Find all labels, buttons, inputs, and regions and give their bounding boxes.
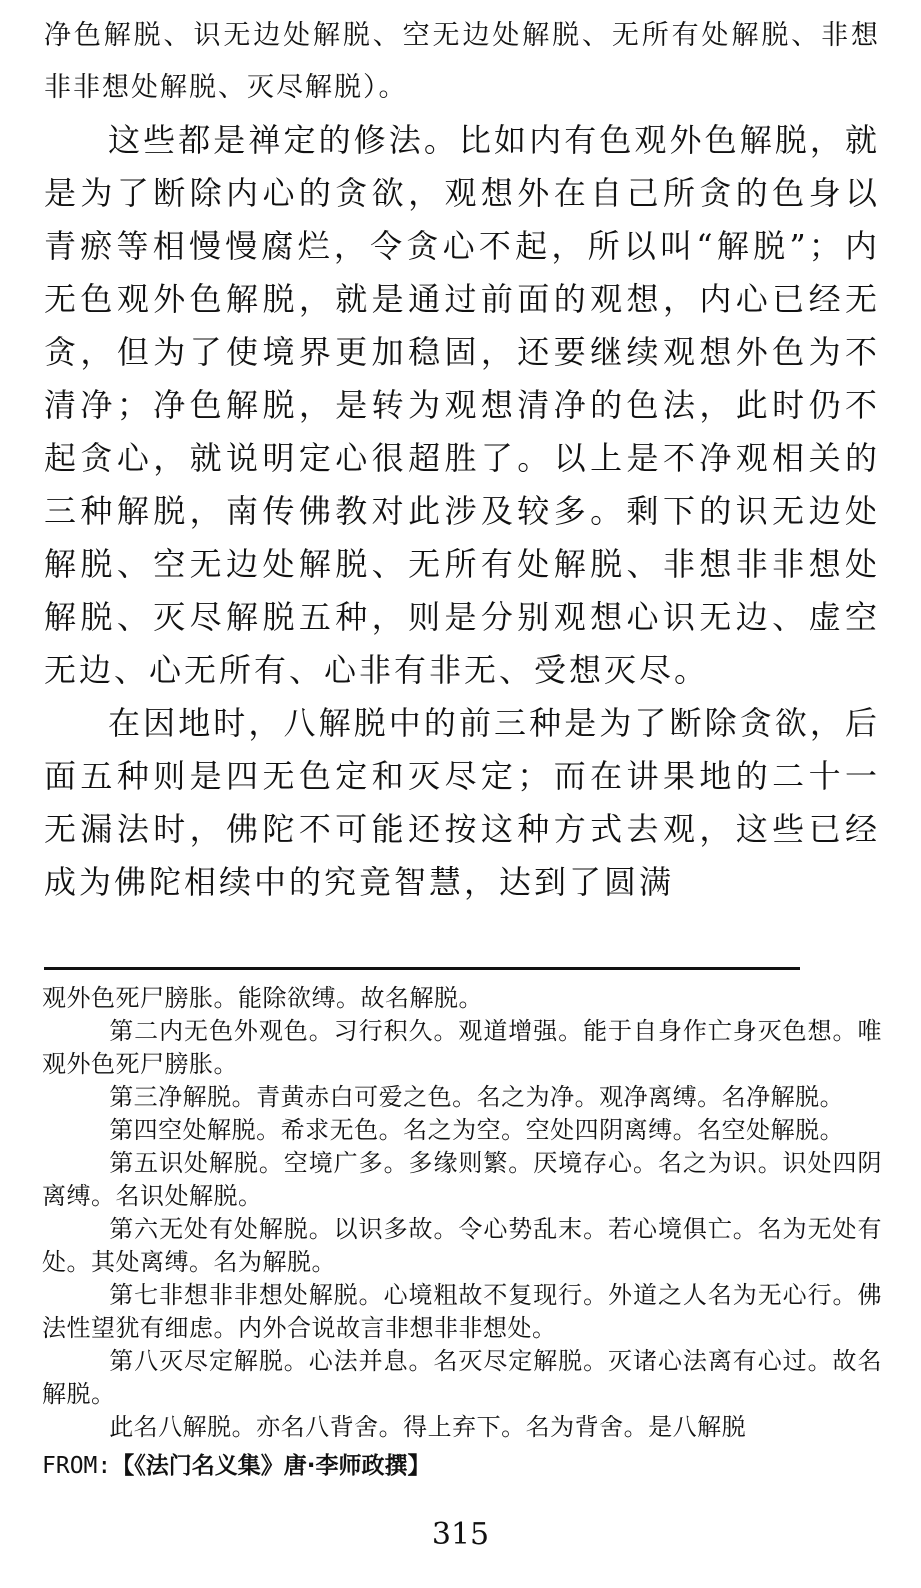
footnote-line: 此名八解脱。亦名八背舍。得上弃下。名为背舍。是八解脱 <box>109 1413 747 1441</box>
source-citation: 【《法门名义集》唐·李师政撰】 <box>111 1453 431 1479</box>
footnote-line: 第五识处解脱。空境广多。多缘则繁。厌境存心。名之为识。识处四阴离缚。名识处解脱。 <box>42 1149 882 1210</box>
footnote-line: 第三净解脱。青黄赤白可爱之色。名之为净。观净离缚。名净解脱。 <box>109 1083 845 1111</box>
footnote-line: 第二内无色外观色。习行积久。观道增强。能于自身作亡身灭色想。唯观外色死尸膀胀。 <box>42 1017 882 1078</box>
footnote-line: 第八灭尽定解脱。心法并息。名灭尽定解脱。灭诸心法离有心过。故名解脱。 <box>42 1347 882 1408</box>
footnote-source <box>42 1450 431 1482</box>
paragraph-continued: 净色解脱、识无边处解脱、空无边处解脱、无所有处解脱、非想非非想处解脱、灭尽解脱）。 <box>44 20 880 103</box>
footnote-divider <box>44 967 800 970</box>
footnote-line: 第六无处有处解脱。以识多故。令心势乱末。若心境俱亡。名为无处有处。其处离缚。名为解脱。 <box>42 1215 882 1276</box>
footnote <box>42 982 882 1444</box>
footnote-line: 第七非想非非想处解脱。心境粗故不复现行。外道之人名为无心行。佛法性望犹有细虑。内外合说故言非想非非想处。 <box>42 1281 882 1342</box>
footnote-line: 第四空处解脱。希求无色。名之为空。空处四阴离缚。名空处解脱。 <box>109 1116 845 1144</box>
from-label: FROM: <box>42 1453 112 1479</box>
paragraph: 在因地时，八解脱中的前三种是为了断除贪欲，后面五种则是四无色定和灭尽定；而在讲果地的二十一无漏法时，佛陀不可能还按这种方式去观，这些已经成为佛陀相续中的究竟智慧，达到了圆满 <box>44 704 880 901</box>
page-number: 315 <box>431 1517 490 1552</box>
main-text <box>44 10 880 909</box>
footnote-line: 观外色死尸膀胀。能除欲缚。故名解脱。 <box>42 984 483 1012</box>
paragraph: 这些都是禅定的修法。比如内有色观外色解脱，就是为了断除内心的贪欲，观想外在自己所贪的色身以青瘀等相慢慢腐烂，令贪心不起，所以叫“解脱”；内无色观外色解脱，就是通过前面的观想，内心已经无贪，但为了使境界更加稳固，还要继续观想外色为不清净；净色解脱，是转为观想清净的色法，此时仍不起贪心，就说明定心很超胜了。以上是不净观相关的三种解脱，南传佛教对此涉及较多。剩下的识无边处解脱、空无边处解脱、无所有处解脱、非想非非想处解脱、灭尽解脱五种，则是分别观想心识无边、虚空无边、心无所有、心非有非无、受想灭尽。 <box>44 121 880 689</box>
